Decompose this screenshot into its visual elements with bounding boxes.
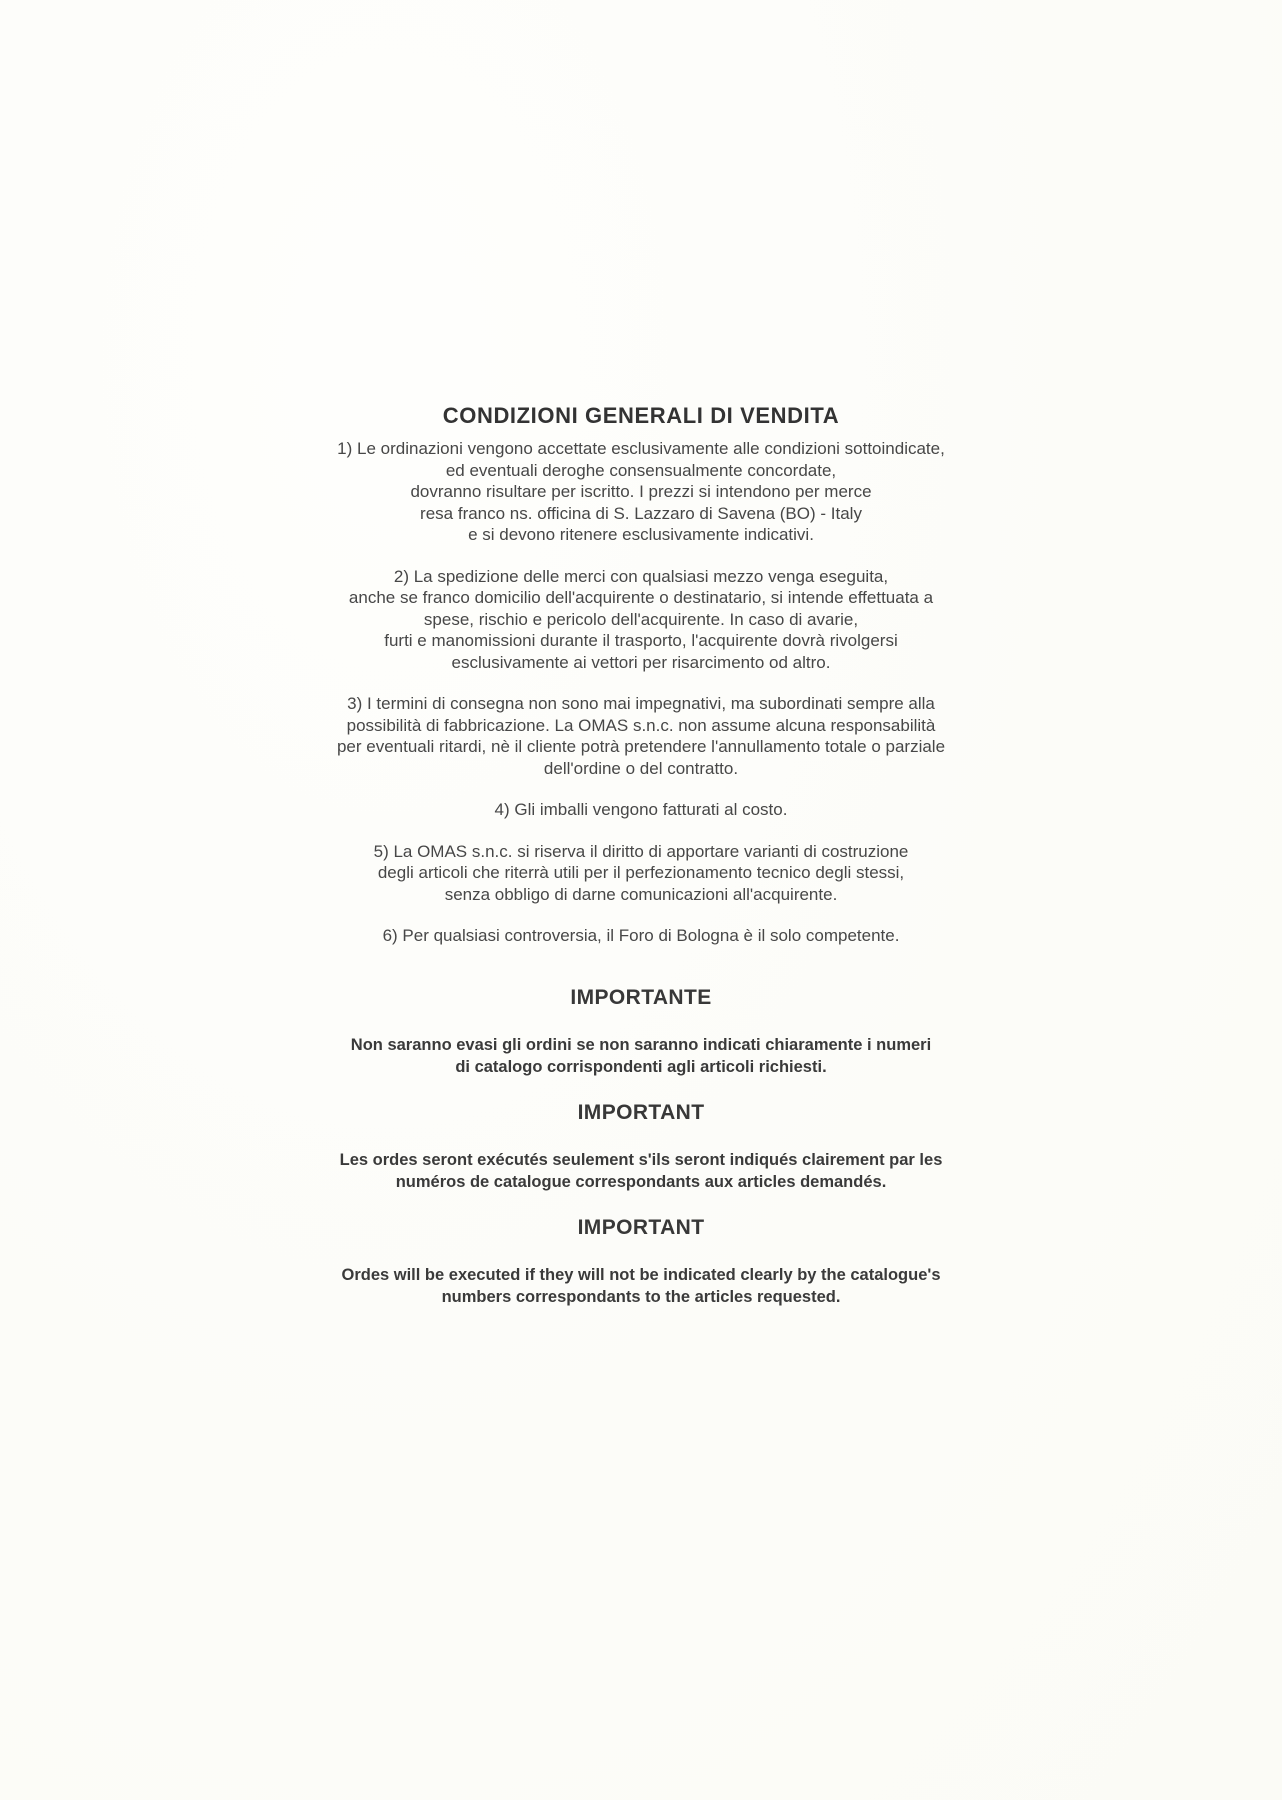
clause-line: dell'ordine o del contratto.	[543, 758, 739, 778]
clause-2	[241, 566, 1041, 674]
notice-title: IMPORTANTE	[570, 985, 712, 1009]
clause-line: 6) Per qualsiasi controversia, il Foro di Bologna è il solo competente.	[382, 926, 900, 945]
clause-line: e si devono ritenere esclusivamente indicativi.	[468, 525, 814, 544]
notice-english	[241, 1215, 1041, 1308]
clause-line: furti e manomissioni durante il trasporto, l'acquirente dovrà rivolgersi	[384, 631, 898, 650]
clause-line: senza obbligo di darne comunicazioni all'acquirente.	[444, 884, 838, 904]
clause-line: degli articoli che riterrà utili per il perfezionamento tecnico degli stessi,	[377, 863, 905, 882]
clause-line: 4) Gli imballi vengono fatturati al costo.	[494, 800, 788, 819]
clause-line: 5) La OMAS s.n.c. si riserva il diritto di apportare varianti di costruzione	[373, 841, 909, 861]
notice-line: Ordes will be executed if they will not be indicated clearly by the catalogue's	[341, 1265, 941, 1284]
notice-french	[241, 1100, 1041, 1193]
notice-line: Les ordes seront exécutés seulement s'ils seront indiqués clairement par les	[339, 1150, 943, 1169]
clause-line: anche se franco domicilio dell'acquirente o destinatario, si intende effettuata a	[348, 588, 934, 607]
notice-italian	[241, 985, 1041, 1078]
clause-line: 1) Le ordinazioni vengono accettate esclusivamente alle condizioni sottoindicate,	[337, 439, 945, 458]
clause-4	[241, 799, 1041, 821]
clause-line: per eventuali ritardi, nè il cliente potrà pretendere l'annullamento totale o parziale	[336, 737, 946, 756]
clause-line: possibilità di fabbricazione. La OMAS s.n.c. non assume alcuna responsabilità	[346, 715, 936, 735]
clause-line: ed eventuali deroghe consensualmente concordate,	[445, 460, 837, 480]
conditions-content	[241, 402, 1041, 1330]
notice-line: numbers correspondants to the articles requested.	[441, 1287, 841, 1306]
clause-line: esclusivamente ai vettori per risarcimento od altro.	[451, 652, 831, 672]
clause-6	[241, 925, 1041, 947]
clause-1	[241, 438, 1041, 546]
notice-title: IMPORTANT	[577, 1100, 705, 1124]
notice-line: di catalogo corrispondenti agli articoli richiesti.	[455, 1057, 827, 1076]
notice-body	[241, 1034, 1041, 1078]
notice-line: Non saranno evasi gli ordini se non saranno indicati chiaramente i numeri	[350, 1035, 932, 1054]
clause-5	[241, 841, 1041, 906]
notice-title: IMPORTANT	[577, 1215, 705, 1239]
clause-3	[241, 693, 1041, 779]
clause-line: spese, rischio e pericolo dell'acquirente. In caso di avarie,	[423, 609, 859, 629]
clause-line: dovranno risultare per iscritto. I prezzi si intendono per merce	[410, 482, 872, 501]
notice-body	[241, 1149, 1041, 1193]
clause-line: 2) La spedizione delle merci con qualsiasi mezzo venga eseguita,	[393, 566, 889, 586]
clause-line: 3) I termini di consegna non sono mai impegnativi, ma subordinati sempre alla	[347, 694, 935, 713]
page-title: CONDIZIONI GENERALI DI VENDITA	[442, 403, 840, 428]
clause-line: resa franco ns. officina di S. Lazzaro di Savena (BO) - Italy	[420, 503, 862, 523]
notice-body	[241, 1264, 1041, 1308]
notice-line: numéros de catalogue correspondants aux articles demandés.	[395, 1172, 887, 1191]
